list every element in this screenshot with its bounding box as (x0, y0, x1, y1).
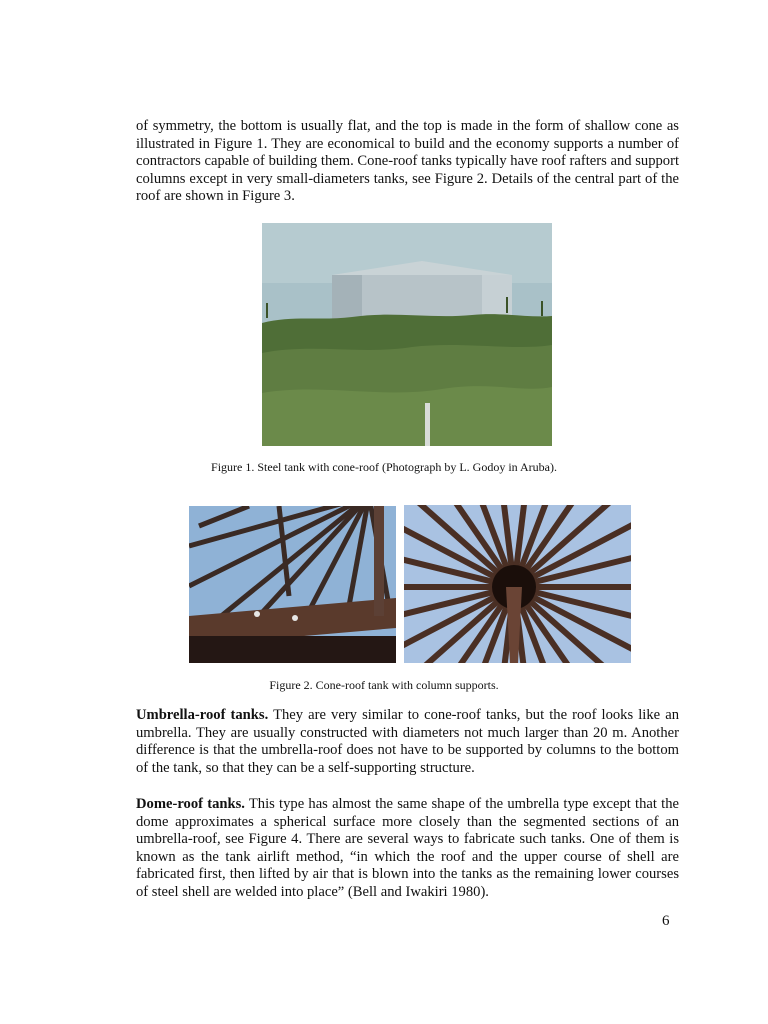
figure-2-caption: Figure 2. Cone-roof tank with column supports. (269, 678, 499, 692)
dome-roof-paragraph (136, 796, 679, 902)
radial-rafters-drawing (404, 505, 631, 663)
roof-framework-drawing (189, 506, 396, 663)
umbrella-roof-heading: Umbrella-roof tanks. (136, 707, 269, 723)
intro-paragraph: of symmetry, the bottom is usually flat, and the top is made in the form of shallow cone as illustrated in Figure 1. They are economical to build and the economy supports a number of contractors capable of building them. Cone-roof tanks typically have roof rafters and support columns except in very small-diameters tanks, see Figure 2. Details of the central part of the roof are shown in Figure 3. (136, 118, 679, 205)
dome-roof-heading: Dome-roof tanks. (136, 796, 245, 812)
figure-1-caption: Figure 1. Steel tank with cone-roof (Photograph by L. Godoy in Aruba). (211, 460, 557, 474)
figure-1-tank-photo (262, 223, 552, 446)
umbrella-roof-body: They are very similar to cone-roof tanks, but the roof looks like an umbrella. They are usually constructed with diameters not much larger than 20 m. Another difference is that the umbrella-roof does not have to be supported by columns to the bottom of the tank, so that they can be a self-supporting structure. (136, 707, 679, 776)
figure-2-roof-framework-photo (189, 506, 396, 663)
figure-2-radial-rafters-photo (404, 505, 631, 663)
dome-roof-body: This type has almost the same shape of the umbrella type except that the dome approximates a spherical surface more closely than the segmented sections of an umbrella-roof, see Figure 4. There are several ways to fabricate such tanks. One of them is known as the tank airlift method, “in which the roof and the upper course of shell are fabricated first, then lifted by air that is blown into the tanks as the remaining lower courses of steel shell are welded into place” (Bell and Iwakiri 1980). (136, 796, 679, 900)
page-number: 6 (662, 913, 670, 929)
tank-photo-drawing (262, 223, 552, 446)
umbrella-roof-paragraph (136, 707, 679, 777)
